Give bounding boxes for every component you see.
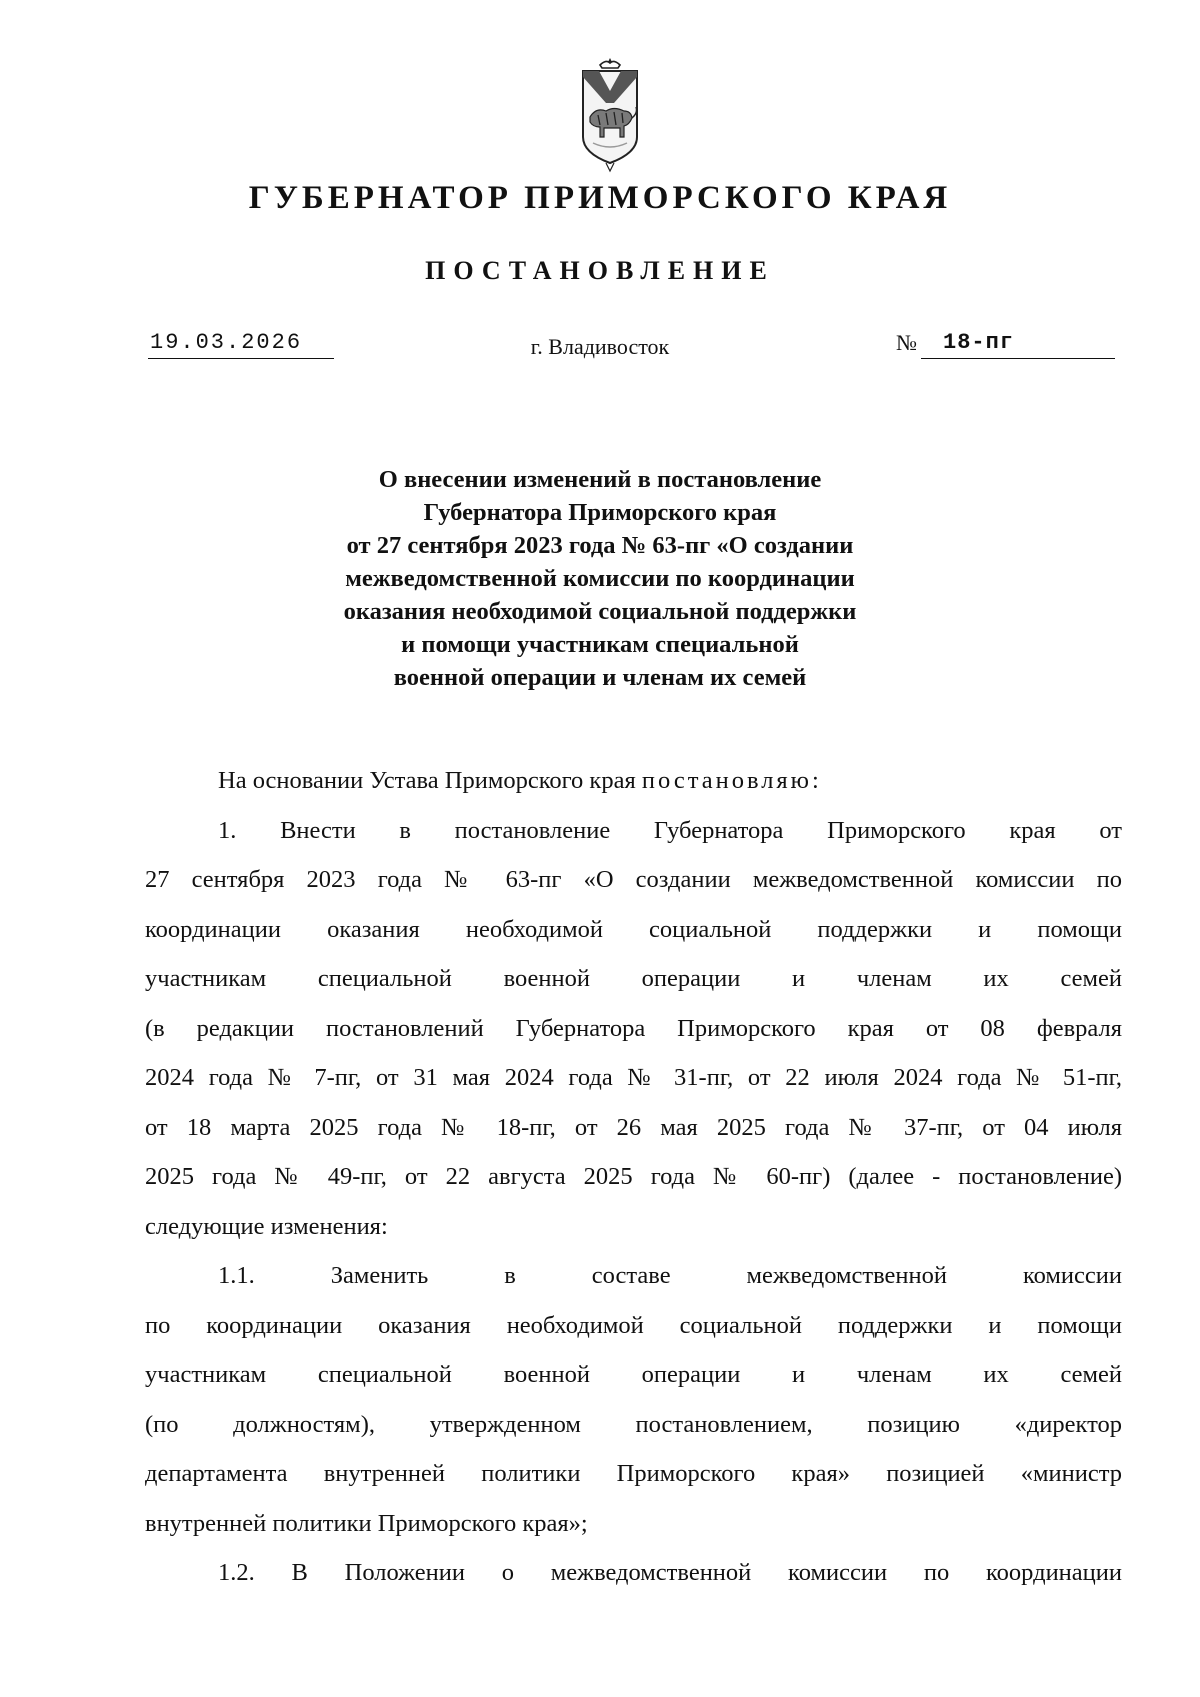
document-title [0,463,1200,694]
title-line: оказания необходимой социальной поддержки [343,598,857,625]
paragraph-1-line: следующие изменения: [145,1212,388,1240]
paragraph-1-line: 2025 года № 49-пг, от 22 августа 2025 года № 60-пг) (далее - постановление) [145,1163,1122,1190]
title-line: от 27 сентября 2023 года № 63-пг «О создании [346,532,854,559]
intro-text: На основании Устава Приморского края [218,767,636,794]
paragraph-1-line: от 18 марта 2025 года № 18-пг, от 26 мая 2025 года № 37-пг, от 04 июля [145,1113,1122,1141]
document-number [896,330,1115,359]
paragraph-1-line: 27 сентября 2023 года № 63-пг «О создании межведомственной комиссии по [145,866,1122,893]
paragraph-1-line: (в редакции постановлений Губернатора Приморского края от 08 февраля [145,1014,1122,1042]
paragraph-1-2-line: 1.2. В Положении о межведомственной комиссии по координации [218,1559,1122,1586]
title-line: межведомственной комиссии по координации [345,565,855,592]
paragraph-1-line: 2024 года № 7-пг, от 31 мая 2024 года № 31-пг, от 22 июля 2024 года № 51-пг, [145,1064,1122,1091]
paragraph-1-1-line: (по должностям), утвержденном постановлением, позицию «директор [145,1410,1122,1438]
paragraph-1-line: координации оказания необходимой социальной поддержки и помощи [145,915,1122,943]
document-body [145,756,1122,1598]
authority-heading: ГУБЕРНАТОР ПРИМОРСКОГО КРАЯ [248,180,952,216]
paragraph-1-1-line: департамента внутренней политики Приморского края» позицией «министр [145,1460,1122,1487]
paragraph-1-1-line: по координации оказания необходимой социальной поддержки и помощи [145,1311,1122,1339]
coat-of-arms-emblem [578,55,642,173]
number-sign: № [896,330,917,355]
paragraph-1-1-line: участникам специальной военной операции и членам их семей [145,1361,1122,1388]
title-line: и помощи участникам специальной [401,631,799,658]
paragraph-1-1-line: 1.1. Заменить в составе межведомственной комиссии [218,1262,1122,1289]
paragraph-1-line: 1. Внести в постановление Губернатора Приморского края от [218,816,1122,844]
title-line: О внесении изменений в постановление [378,466,822,493]
title-line: военной операции и членам их семей [393,664,807,691]
document-city: г. Владивосток [530,334,670,359]
document-type-heading: ПОСТАНОВЛЕНИЕ [425,256,775,285]
paragraph-1-line: участникам специальной военной операции и членам их семей [145,965,1122,992]
decree-word: постановляю: [641,767,822,794]
number-value: 18-пг [921,330,1115,359]
document-date: 19.03.2026 [148,330,334,359]
title-line: Губернатора Приморского края [423,499,777,526]
paragraph-1-1-line: внутренней политики Приморского края»; [145,1509,588,1537]
intro-paragraph [145,756,1122,806]
